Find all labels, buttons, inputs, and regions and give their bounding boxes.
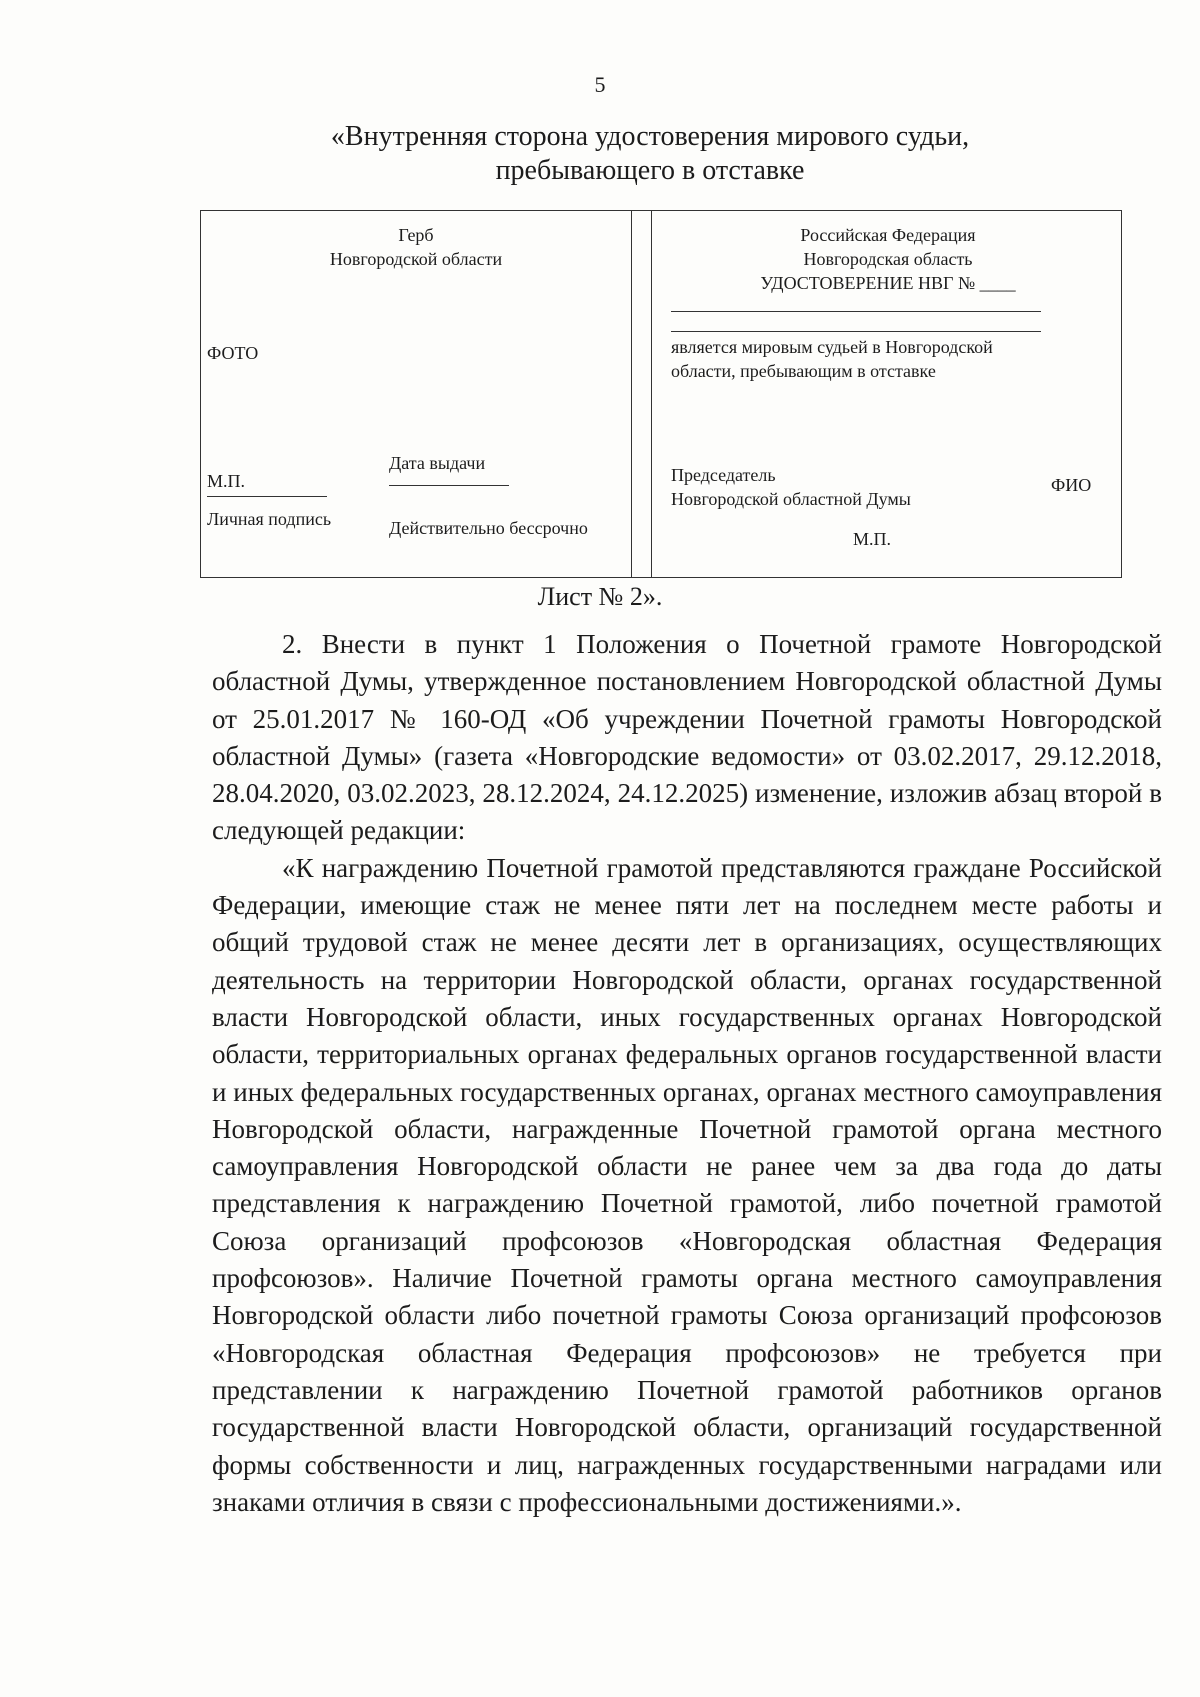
certificate-inner-side <box>200 210 1122 578</box>
status-line-2: области, пребывающим в отставке <box>671 361 936 381</box>
paragraph-amendment: 2. Внести в пункт 1 Положения о Почетной грамоте Новгородской областной Думы, утвержденное постановлением Новгородской областной Думы от 25.01.2017 № 160-ОД «Об учреждении Почетной грамоты Новгородской областной Думы» (газета «Новгородские ведомости» от 03.02.2017, 29.12.2018, 28.04.2020, 03.02.2023, 28.12.2024, 24.12.2025) изменение, изложив абзац второй в следующей редакции: <box>212 629 1162 846</box>
section-heading <box>200 120 1100 188</box>
certificate-number: УДОСТОВЕРЕНИЕ НВГ № ____ <box>760 273 1016 293</box>
paragraph-new-wording: «К награждению Почетной грамотой представляются граждане Российской Федерации, имеющие стаж не менее пяти лет на последнем месте работы и общий трудовой стаж не менее десяти лет в организациях, осуществляющих деятельность на территории Новгородской области, органах государственной власти Новгородской области, иных государственных органах Новгородской области, территориальных органах федеральных органов государственной власти и иных федеральных государственных органах, органах местного самоуправления Новгородской области, награжденные Почетной грамотой органа местного самоуправления Новгородской области не ранее чем за два года до даты представления к награждению Почетной грамотой, либо почетной грамотой Союза организаций профсоюзов «Новгородская областная Федерация профсоюзов». Наличие Почетной грамоты органа местного самоуправления Новгородской области либо почетной грамоты Союза организаций профсоюзов «Новгородская областная Федерация профсоюзов» не требуется при представлении к награждению Почетной грамотой работников органов государственной власти Новгородской области, организаций государственной формы собственности и лиц, награжденных государственными наградами или знаками отличия в связи с профессиональными достижениями.». <box>212 852 1162 1517</box>
chairman-line-2: Новгородской областной Думы <box>671 489 911 509</box>
region-label: Новгородская область <box>803 249 973 269</box>
document-body <box>212 626 1162 1521</box>
coat-of-arms-label <box>201 223 631 271</box>
heading-line-1: «Внутренняя сторона удостоверения мирового судьи, <box>330 121 970 152</box>
sheet-label: Лист № 2». <box>537 582 663 611</box>
name-line <box>671 311 1041 312</box>
chairman-line-1: Председатель <box>671 465 776 485</box>
coat-line-2: Новгородской области <box>329 249 503 269</box>
issuer-block <box>653 223 1123 295</box>
right-seal-label: М.П. <box>853 529 892 549</box>
name-line <box>671 331 1041 332</box>
card-divider <box>651 211 652 577</box>
card-divider <box>631 211 632 577</box>
fio-label: ФИО <box>1051 475 1092 495</box>
heading-line-2: пребывающего в отставке <box>495 155 805 186</box>
coat-line-1: Герб <box>398 225 434 245</box>
seal-label: М.П. <box>207 471 246 491</box>
issue-date-label: Дата выдачи <box>389 453 486 473</box>
issue-date-line <box>389 485 509 486</box>
photo-placeholder: ФОТО <box>207 343 259 363</box>
country-label: Российская Федерация <box>800 225 976 245</box>
status-text <box>671 335 1121 383</box>
signature-label: Личная подпись <box>207 509 332 529</box>
chairman-label <box>671 463 911 511</box>
page-number: 5 <box>594 72 606 97</box>
signature-line <box>207 496 327 497</box>
status-line-1: является мировым судьей в Новгородской <box>671 337 993 357</box>
validity-label: Действительно бессрочно <box>389 518 588 538</box>
